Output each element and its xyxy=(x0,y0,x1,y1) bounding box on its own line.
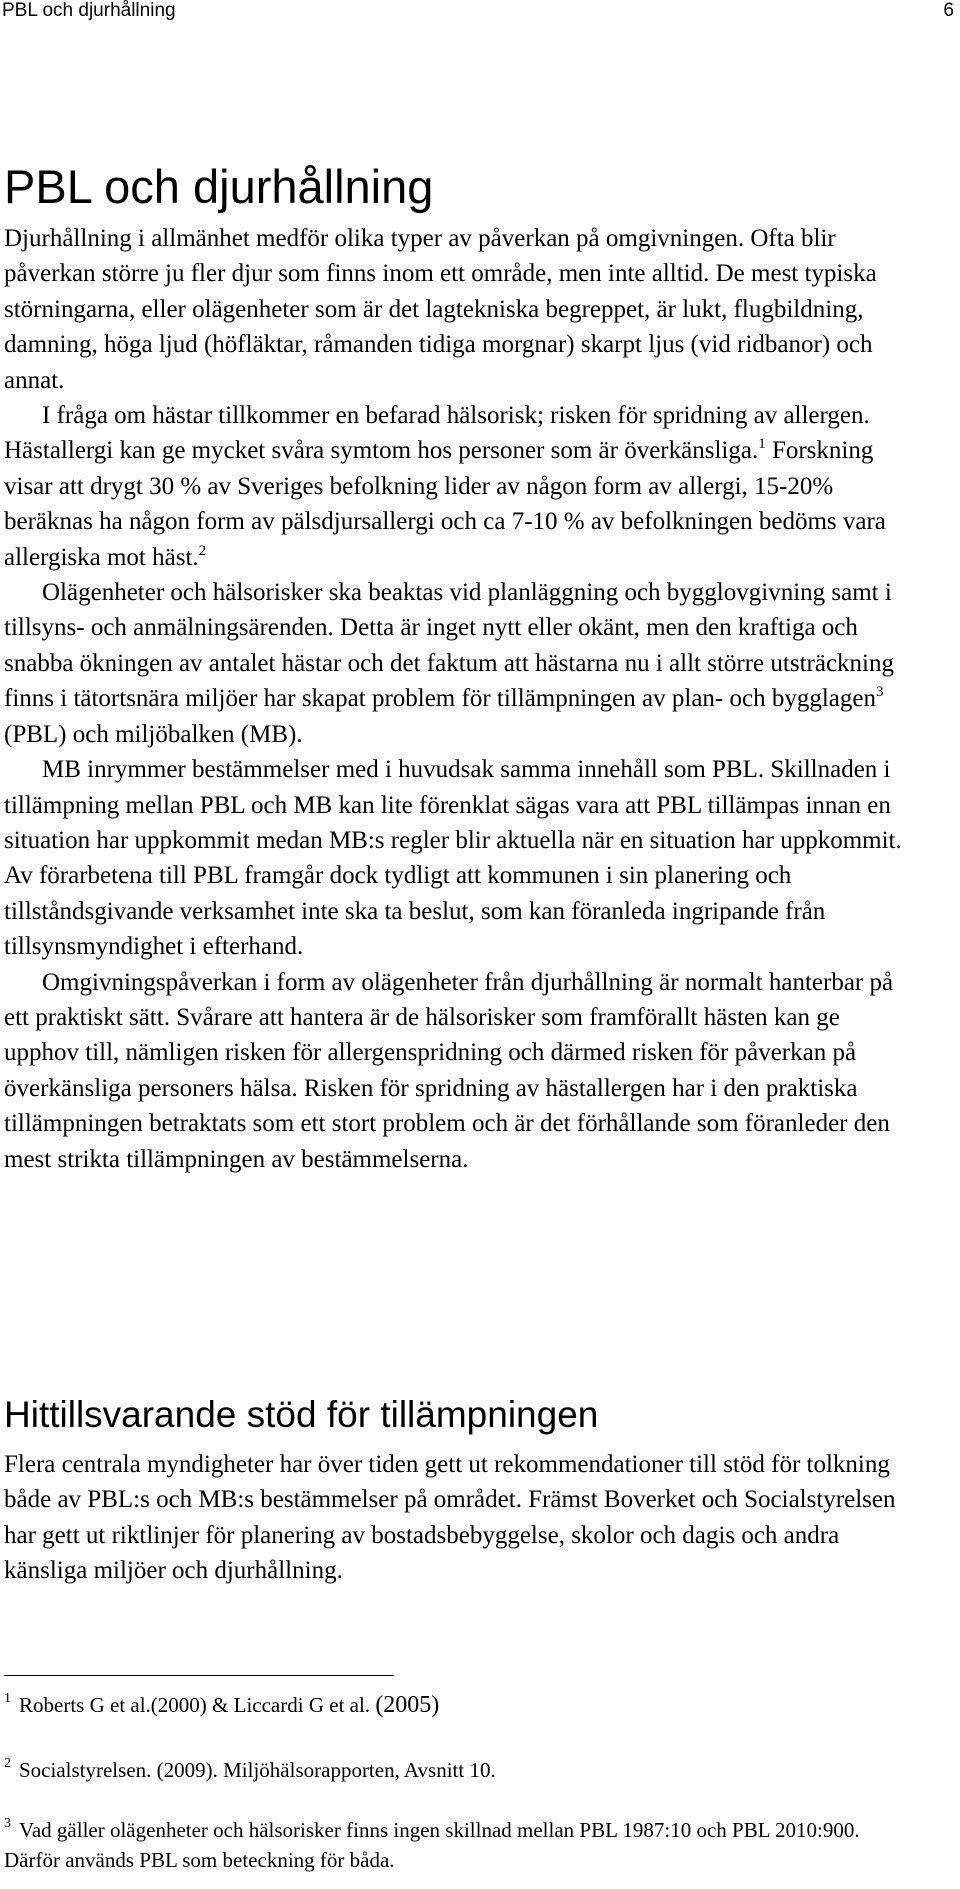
footnote-ref-3[interactable]: 3 xyxy=(875,684,884,701)
paragraph-1: Djurhållning i allmänhet medför olika typer av påverkan på omgivningen. Ofta blir påverkan större ju fler djur som finns inom ett område, men inte alltid. De mest typiska störningarna, eller olägenheter som är det lagtekniska begreppet, är lukt, flugbildning, damning, höga ljud (höfläktar, råmanden tidiga morgnar) skarpt ljus (vid ridbanor) och annat. xyxy=(4,225,877,394)
paragraph-3 xyxy=(4,575,904,752)
footnote-ref-1[interactable]: 1 xyxy=(758,436,766,453)
section-heading-pbl: PBL och djurhållning xyxy=(4,160,434,213)
footnote-1-year: (2005) xyxy=(375,1692,440,1718)
paragraph-4: MB inrymmer bestämmelser med i huvudsak samma innehåll som PBL. Skillnaden i tillämpning mellan PBL och MB kan lite förenklat sägas vara att PBL tillämpas innan en situation har uppkommit medan MB:s regler blir aktuella när en situation har uppkommit. Av förarbetena till PBL framgår dock tydligt att kommunen i sin planering och tillståndsgivande verksamhet inte ska ta beslut, som kan föranleda ingripande från tillsynsmyndighet i efterhand. xyxy=(4,756,902,961)
running-header-title: PBL och djurhållning xyxy=(2,0,176,21)
footnote-1 xyxy=(4,1690,904,1720)
section-body-support xyxy=(4,1447,904,1589)
footnote-number-1: 1 xyxy=(4,1691,11,1706)
footnote-separator xyxy=(4,1675,394,1676)
footnote-1-text: Roberts G et al.(2000) & Liccardi G et al. xyxy=(19,1693,371,1717)
footnote-3-text: Vad gäller olägenheter och hälsorisker finns ingen skillnad mellan PBL 1987:10 och PBL 2010:900. Därför används PBL som beteckning för båda. xyxy=(4,1818,860,1872)
section-body-pbl xyxy=(4,221,904,1177)
paragraph-5: Omgivningspåverkan i form av olägenheter från djurhållning är normalt hanterbar på ett praktiskt sätt. Svårare att hantera är de hälsorisker som framförallt hästen kan ge upphov till, nämligen risken för allergenspridning och därmed risken för påverkan på överkänsliga personers hälsa. Risken för spridning av hästallergen har i den praktiska tillämpningen betraktats som ett stort problem och är det förhållande som föranleder den mest strikta tillämpningen av bestämmelserna. xyxy=(4,968,894,1173)
footnote-number-3: 3 xyxy=(4,1816,11,1831)
footnote-2-text: Socialstyrelsen. (2009). Miljöhälsorapporten, Avsnitt 10. xyxy=(19,1758,496,1782)
section-heading-support: Hittillsvarande stöd för tillämpningen xyxy=(4,1394,599,1435)
page-number: 6 xyxy=(943,0,954,21)
paragraph-2-text-b: Forskning visar att drygt 30 % av Sveriges befolkning lider av någon form av allergi, 15-20% beräknas ha någon form av pälsdjursallergi och ca 7-10 % av befolkningen bedöms vara allergiska mot häst. xyxy=(4,437,886,571)
paragraph-6: Flera centrala myndigheter har över tiden gett ut rekommendationer till stöd för tolkning både av PBL:s och MB:s bestämmelser på området. Främst Boverket och Socialstyrelsen har gett ut riktlinjer för planering av bostadsbebyggelse, skolor och dagis och andra känsliga miljöer och djurhållning. xyxy=(4,1451,896,1585)
paragraph-3-text-a: Olägenheter och hälsorisker ska beaktas vid planläggning och bygglovgivning samt i tillsyns- och anmälningsärenden. Detta är inget nytt eller okänt, men den kraftiga och snabba ökningen av antalet hästar och det faktum att hästarna nu i allt större utsträckning finns i tätortsnära miljöer har skapat problem för tillämpningen av plan- och bygglagen xyxy=(4,579,894,713)
footnote-2 xyxy=(4,1755,904,1785)
footnote-3 xyxy=(4,1815,904,1875)
paragraph-2 xyxy=(4,398,904,575)
footnote-ref-2[interactable]: 2 xyxy=(198,542,207,559)
footnote-number-2: 2 xyxy=(4,1756,11,1771)
paragraph-2-text-a: I fråga om hästar tillkommer en befarad hälsorisk; risken för spridning av allergen. Hästallergi kan ge mycket svåra symtom hos personer som är överkänsliga. xyxy=(4,402,870,465)
paragraph-3-text-b: (PBL) och miljöbalken (MB). xyxy=(4,720,303,748)
